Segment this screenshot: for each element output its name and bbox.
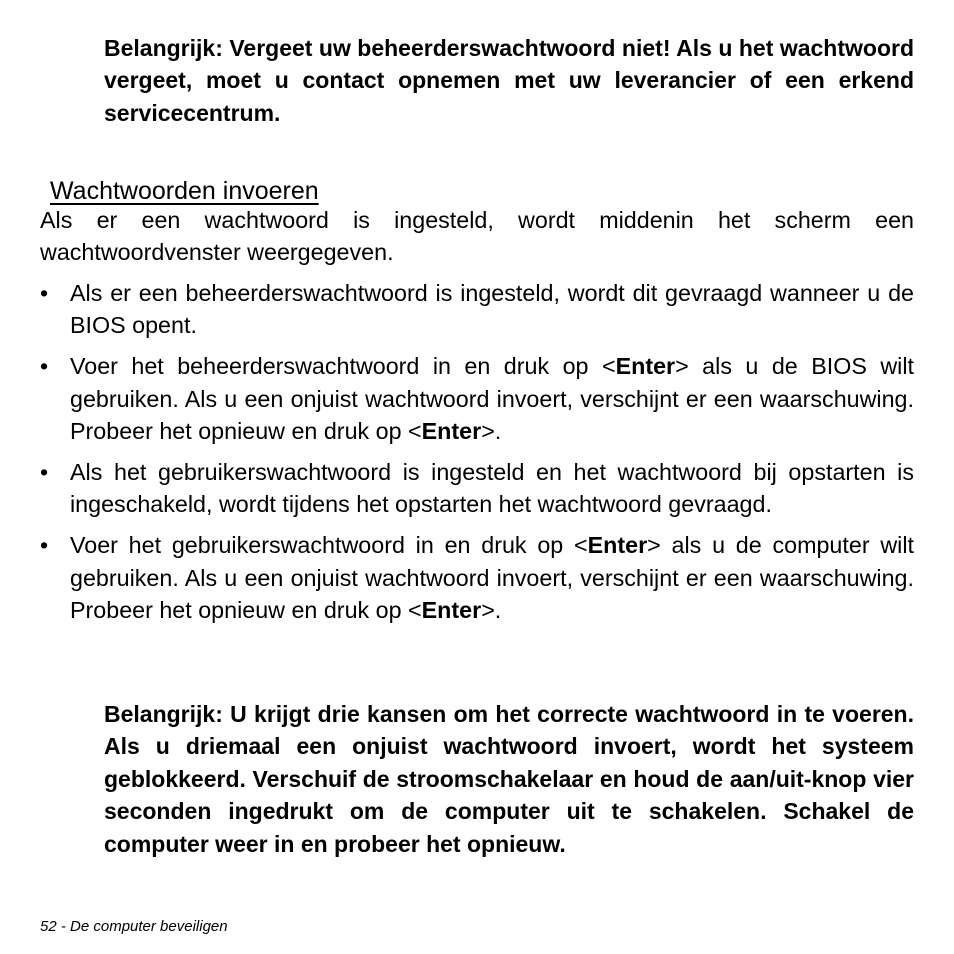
important-note-admin-password: Belangrijk: Vergeet uw beheerderswachtwoord niet! Als u het wachtwoord vergeet, moet u contact opnemen met uw leverancier of een erkend servicecentrum. <box>104 35 914 126</box>
section-heading: Wachtwoorden invoeren <box>50 176 319 205</box>
list-item-text: >. <box>481 418 502 445</box>
bullet-marker: • <box>40 353 49 380</box>
list-item <box>40 350 914 447</box>
bullet-list <box>40 277 914 635</box>
list-item-text: Als het gebruikerswachtwoord is ingesteld en het wachtwoord bij opstarten is ingeschakeld, wordt tijdens het opstarten het wachtwoord gevraagd. <box>70 459 914 518</box>
bullet-marker: • <box>40 280 49 306</box>
list-item-text: Voer het gebruikerswachtwoord in en druk op < <box>70 532 588 559</box>
list-item-text: > als u de BIOS wilt gebruiken. Als u een onjuist wachtwoord invoert, verschijnt er een waarschuwing. Probeer het opnieuw en druk op < <box>70 353 914 445</box>
enter-key-label: Enter <box>421 418 482 445</box>
list-item-text: >. <box>481 597 502 624</box>
list-item-text: Voer het beheerderswachtwoord in en druk op < <box>70 353 616 380</box>
intro-paragraph: Als er een wachtwoord is ingesteld, wordt middenin het scherm een wachtwoordvenster weergegeven. <box>40 207 914 266</box>
bullet-marker: • <box>40 532 49 559</box>
important-note-three-attempts: Belangrijk: U krijgt drie kansen om het correcte wachtwoord in te voeren. Als u driemaal een onjuist wachtwoord invoert, wordt het systeem geblokkeerd. Verschuif de stroomschakelaar en houd de aan/uit-knop vier seconden ingedrukt om de computer uit te schakelen. Schakel de computer weer in en probeer het opnieuw. <box>104 701 914 857</box>
enter-key-label: Enter <box>587 532 648 559</box>
list-item <box>40 529 914 626</box>
list-item <box>40 456 914 521</box>
enter-key-label: Enter <box>615 353 676 380</box>
enter-key-label: Enter <box>421 597 482 624</box>
list-item-text: > als u de computer wilt gebruiken. Als u een onjuist wachtwoord invoert, verschijnt er een waarschuwing. Probeer het opnieuw en druk op < <box>70 532 914 624</box>
list-item-text: Als er een beheerderswachtwoord is ingesteld, wordt dit gevraagd wanneer u de BIOS opent. <box>70 280 914 339</box>
page-footer: 52 - De computer beveiligen <box>40 918 228 935</box>
list-item <box>40 277 914 342</box>
bullet-marker: • <box>40 459 49 486</box>
